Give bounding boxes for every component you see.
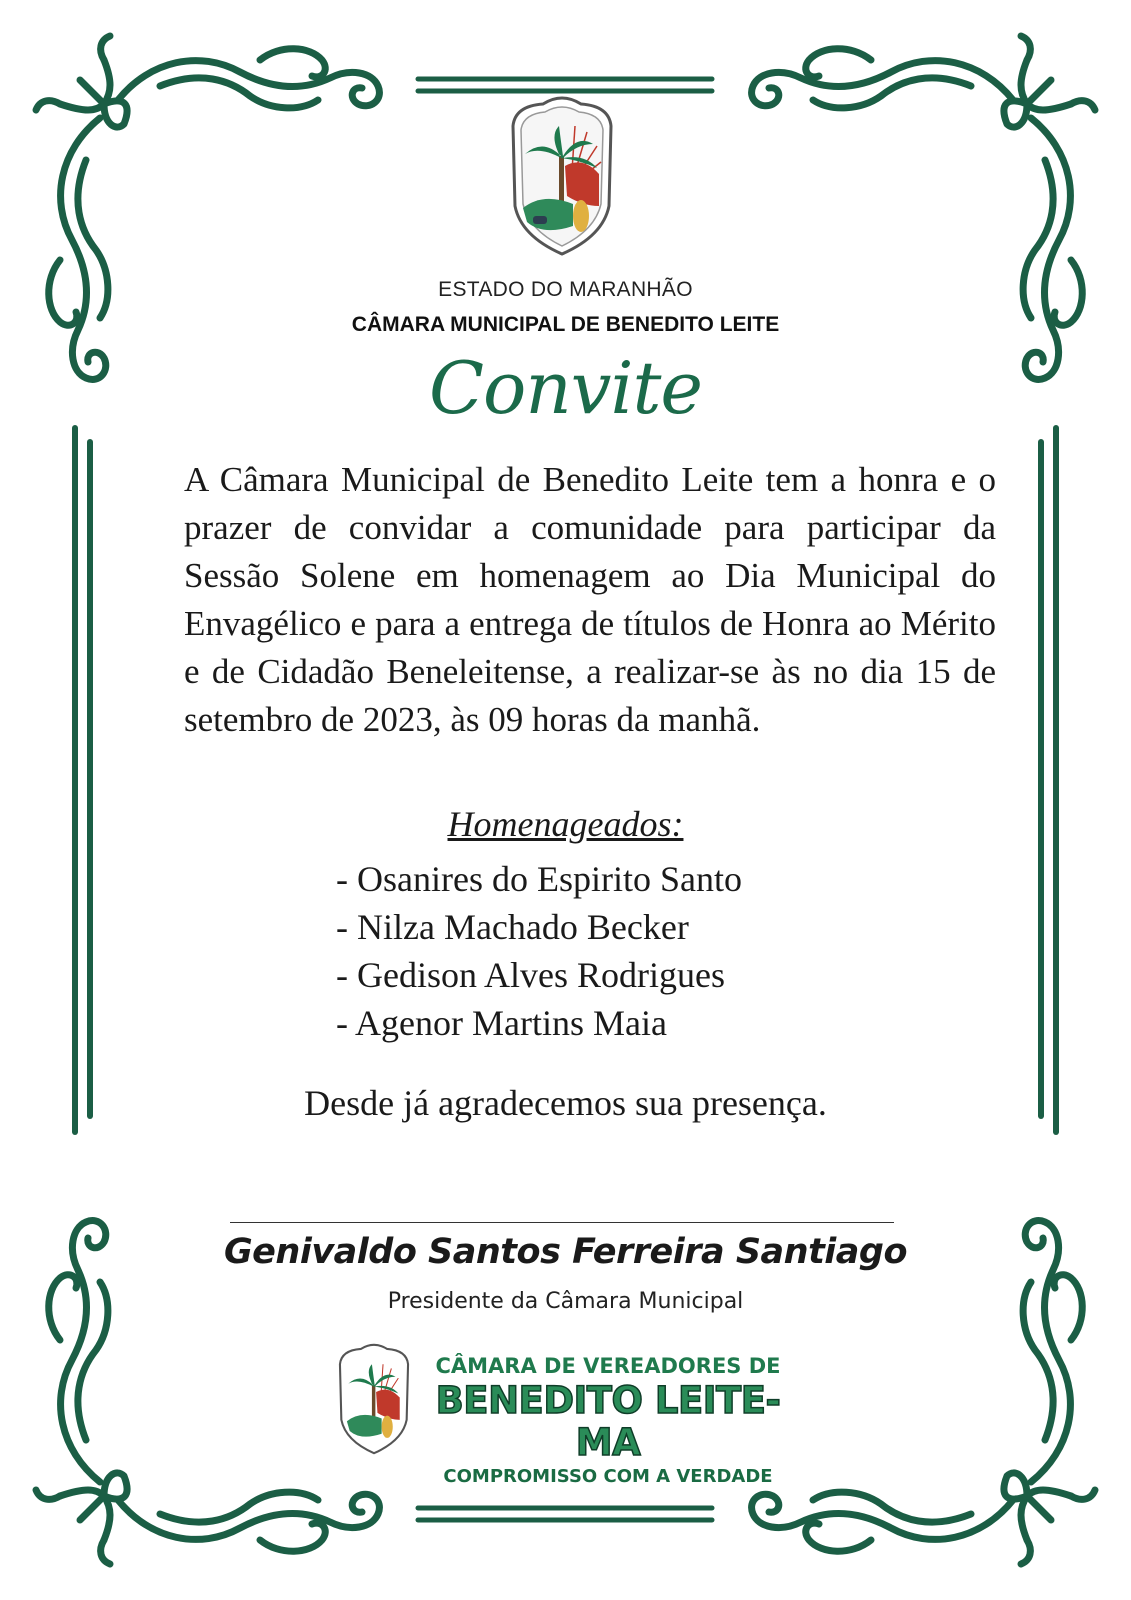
invitation-body: A Câmara Municipal de Benedito Leite tem a honra e o prazer de convidar a comunidade para participar da Sessão Solene em homenagem ao Dia Municipal do Envagélico e para a entrega de títulos de Honra ao Mérito e de Cidadão Beneleitense, a realizar-se às no dia 15 de setembro de 2023, às 09 horas da manhã. — [184, 460, 996, 739]
closing-text: Desde já agradecemos sua presença. — [304, 1083, 827, 1123]
honoree-item: - Gedison Alves Rodrigues — [336, 955, 725, 995]
corner-ornament-bottom-left — [36, 1221, 379, 1564]
honoree-item: - Osanires do Espirito Santo — [336, 859, 742, 899]
right-vertical-lines — [1041, 428, 1056, 1132]
logo-line-2: BENEDITO LEITE-MA — [435, 1379, 781, 1464]
honoree-item: - Nilza Machado Becker — [336, 907, 689, 947]
honoree-item: - Agenor Martins Maia — [336, 1003, 667, 1043]
signatory-name: Genivaldo Santos Ferreira Santiago — [223, 1232, 908, 1272]
logo-line-3: COMPROMISSO COM A VERDADE — [443, 1466, 773, 1487]
chamber-logo-text — [413, 1352, 803, 1490]
signature-line — [230, 1222, 894, 1223]
top-double-line — [418, 79, 712, 91]
state-name: ESTADO DO MARANHÃO — [438, 278, 693, 301]
corner-ornament-bottom-right — [752, 1221, 1095, 1564]
chamber-name: CÂMARA MUNICIPAL DE BENEDITO LEITE — [351, 313, 780, 336]
honorees-list — [336, 855, 742, 1047]
signatory-role: Presidente da Câmara Municipal — [387, 1289, 744, 1314]
left-vertical-lines — [75, 428, 90, 1132]
coat-of-arms-icon — [503, 96, 621, 256]
invitation-title: Convite — [428, 346, 703, 430]
honorees-heading: Homenageados: — [447, 804, 684, 844]
logo-line-1: CÂMARA DE VEREADORES DE — [435, 1354, 781, 1378]
coat-of-arms-logo-icon — [333, 1342, 415, 1456]
bottom-double-line — [418, 1508, 712, 1520]
